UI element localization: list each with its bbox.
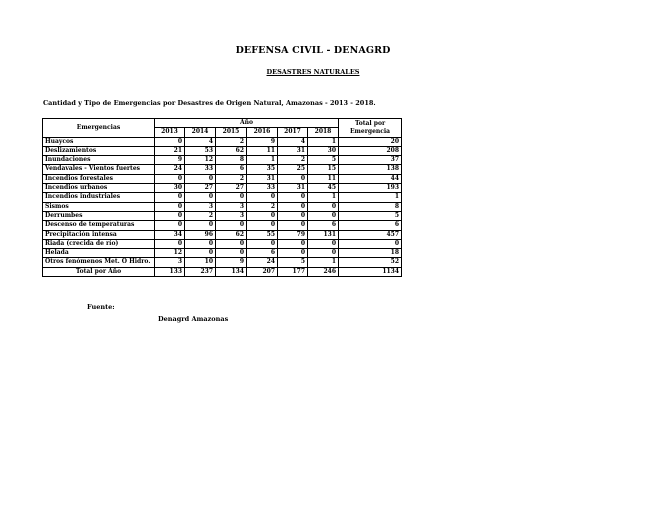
total-row [43, 267, 402, 276]
cell-value: 3 [216, 211, 247, 220]
cell-total: 457 [339, 230, 402, 239]
table-row [43, 202, 402, 211]
header-year: 2016 [247, 128, 278, 137]
cell-value: 1 [308, 258, 339, 267]
header-total: Total por Emergencia [339, 119, 402, 138]
table-row [43, 184, 402, 193]
header-year: 2013 [155, 128, 185, 137]
table-row [43, 230, 402, 239]
cell-value: 133 [155, 267, 185, 276]
cell-value: 96 [185, 230, 216, 239]
table-row [43, 156, 402, 165]
cell-value: 0 [278, 249, 308, 258]
table-row [43, 258, 402, 267]
cell-value: 0 [247, 221, 278, 230]
cell-value: 12 [185, 156, 216, 165]
row-label: Vendavales - Vientos fuertes [43, 165, 155, 174]
total-row-label: Total por Año [43, 267, 155, 276]
cell-value: 24 [247, 258, 278, 267]
cell-value: 237 [185, 267, 216, 276]
cell-value: 9 [216, 258, 247, 267]
cell-value: 0 [278, 211, 308, 220]
cell-total: 208 [339, 146, 402, 155]
cell-value: 0 [308, 239, 339, 248]
row-label: Inundaciones [43, 156, 155, 165]
table-row [43, 137, 402, 146]
table-row [43, 165, 402, 174]
cell-value: 33 [185, 165, 216, 174]
header-year: 2015 [216, 128, 247, 137]
cell-value: 0 [278, 174, 308, 183]
header-emergencias: Emergencias [43, 119, 155, 138]
row-label: Riada (crecida de río) [43, 239, 155, 248]
cell-total: 1 [339, 193, 402, 202]
cell-value: 11 [308, 174, 339, 183]
cell-value: 2 [247, 202, 278, 211]
cell-value: 30 [308, 146, 339, 155]
row-label: Otros fenómenos Met. O Hidro. [43, 258, 155, 267]
cell-value: 3 [185, 202, 216, 211]
cell-value: 27 [216, 184, 247, 193]
cell-total: 6 [339, 221, 402, 230]
cell-total: 1134 [339, 267, 402, 276]
cell-value: 9 [155, 156, 185, 165]
cell-value: 9 [247, 137, 278, 146]
cell-value: 177 [278, 267, 308, 276]
cell-value: 11 [247, 146, 278, 155]
cell-value: 31 [278, 184, 308, 193]
cell-value: 27 [185, 184, 216, 193]
cell-value: 6 [216, 165, 247, 174]
cell-value: 1 [308, 137, 339, 146]
table-row [43, 211, 402, 220]
cell-total: 44 [339, 174, 402, 183]
row-label: Deslizamientos [43, 146, 155, 155]
row-label: Sismos [43, 202, 155, 211]
cell-value: 2 [185, 211, 216, 220]
cell-value: 0 [155, 174, 185, 183]
emergencies-table [42, 118, 402, 277]
row-label: Derrumbes [43, 211, 155, 220]
cell-value: 2 [216, 137, 247, 146]
cell-value: 0 [155, 193, 185, 202]
cell-value: 207 [247, 267, 278, 276]
cell-value: 3 [155, 258, 185, 267]
table-row [43, 249, 402, 258]
row-label: Incendios industriales [43, 193, 155, 202]
cell-value: 3 [216, 202, 247, 211]
header-year: 2017 [278, 128, 308, 137]
cell-total: 20 [339, 137, 402, 146]
cell-total: 8 [339, 202, 402, 211]
row-label: Helada [43, 249, 155, 258]
cell-value: 0 [185, 239, 216, 248]
cell-value: 0 [308, 249, 339, 258]
cell-value: 0 [247, 193, 278, 202]
cell-total: 18 [339, 249, 402, 258]
page-subtitle: DESASTRES NATURALES [266, 68, 360, 76]
cell-value: 0 [247, 211, 278, 220]
cell-value: 24 [155, 165, 185, 174]
row-label: Descenso de temperaturas [43, 221, 155, 230]
header-year: 2018 [308, 128, 339, 137]
cell-value: 31 [278, 146, 308, 155]
cell-value: 6 [247, 249, 278, 258]
cell-value: 0 [308, 211, 339, 220]
cell-value: 5 [308, 156, 339, 165]
cell-value: 6 [308, 221, 339, 230]
row-label: Huaycos [43, 137, 155, 146]
cell-value: 62 [216, 230, 247, 239]
source-label: Fuente: [87, 303, 115, 311]
cell-value: 34 [155, 230, 185, 239]
cell-value: 0 [278, 221, 308, 230]
cell-value: 131 [308, 230, 339, 239]
cell-value: 31 [247, 174, 278, 183]
cell-value: 1 [247, 156, 278, 165]
cell-value: 15 [308, 165, 339, 174]
table-body [43, 137, 402, 276]
cell-total: 0 [339, 239, 402, 248]
cell-value: 53 [185, 146, 216, 155]
cell-value: 4 [278, 137, 308, 146]
row-label: Incendios forestales [43, 174, 155, 183]
cell-total: 5 [339, 211, 402, 220]
row-label: Precipitación intensa [43, 230, 155, 239]
cell-value: 55 [247, 230, 278, 239]
cell-total: 52 [339, 258, 402, 267]
page-title: DEFENSA CIVIL - DENAGRD [235, 45, 391, 56]
cell-value: 0 [185, 221, 216, 230]
cell-value: 33 [247, 184, 278, 193]
cell-value: 0 [155, 239, 185, 248]
cell-value: 30 [155, 184, 185, 193]
cell-value: 10 [185, 258, 216, 267]
source-value: Denagrd Amazonas [158, 315, 229, 323]
row-label: Incendios urbanos [43, 184, 155, 193]
cell-value: 0 [185, 249, 216, 258]
cell-value: 0 [216, 249, 247, 258]
cell-value: 0 [155, 221, 185, 230]
cell-value: 0 [155, 202, 185, 211]
cell-value: 45 [308, 184, 339, 193]
header-anio: Año [155, 119, 339, 128]
cell-value: 79 [278, 230, 308, 239]
table-caption: Cantidad y Tipo de Emergencias por Desastres de Origen Natural, Amazonas - 2013 - 2018. [43, 99, 376, 107]
cell-value: 0 [308, 202, 339, 211]
table-row [43, 146, 402, 155]
table-row [43, 193, 402, 202]
cell-value: 0 [216, 221, 247, 230]
cell-value: 4 [185, 137, 216, 146]
cell-value: 21 [155, 146, 185, 155]
cell-value: 0 [155, 211, 185, 220]
cell-value: 0 [185, 174, 216, 183]
cell-value: 1 [308, 193, 339, 202]
cell-value: 12 [155, 249, 185, 258]
header-year: 2014 [185, 128, 216, 137]
table-row [43, 221, 402, 230]
cell-value: 2 [216, 174, 247, 183]
cell-value: 246 [308, 267, 339, 276]
cell-total: 193 [339, 184, 402, 193]
table-row [43, 239, 402, 248]
table-row [43, 174, 402, 183]
cell-value: 0 [216, 239, 247, 248]
cell-value: 134 [216, 267, 247, 276]
cell-value: 0 [278, 239, 308, 248]
cell-value: 0 [216, 193, 247, 202]
cell-value: 5 [278, 258, 308, 267]
cell-value: 0 [247, 239, 278, 248]
cell-total: 138 [339, 165, 402, 174]
cell-value: 0 [155, 137, 185, 146]
cell-total: 37 [339, 156, 402, 165]
cell-value: 62 [216, 146, 247, 155]
cell-value: 2 [278, 156, 308, 165]
cell-value: 0 [278, 202, 308, 211]
cell-value: 0 [278, 193, 308, 202]
cell-value: 8 [216, 156, 247, 165]
cell-value: 35 [247, 165, 278, 174]
cell-value: 0 [185, 193, 216, 202]
cell-value: 25 [278, 165, 308, 174]
